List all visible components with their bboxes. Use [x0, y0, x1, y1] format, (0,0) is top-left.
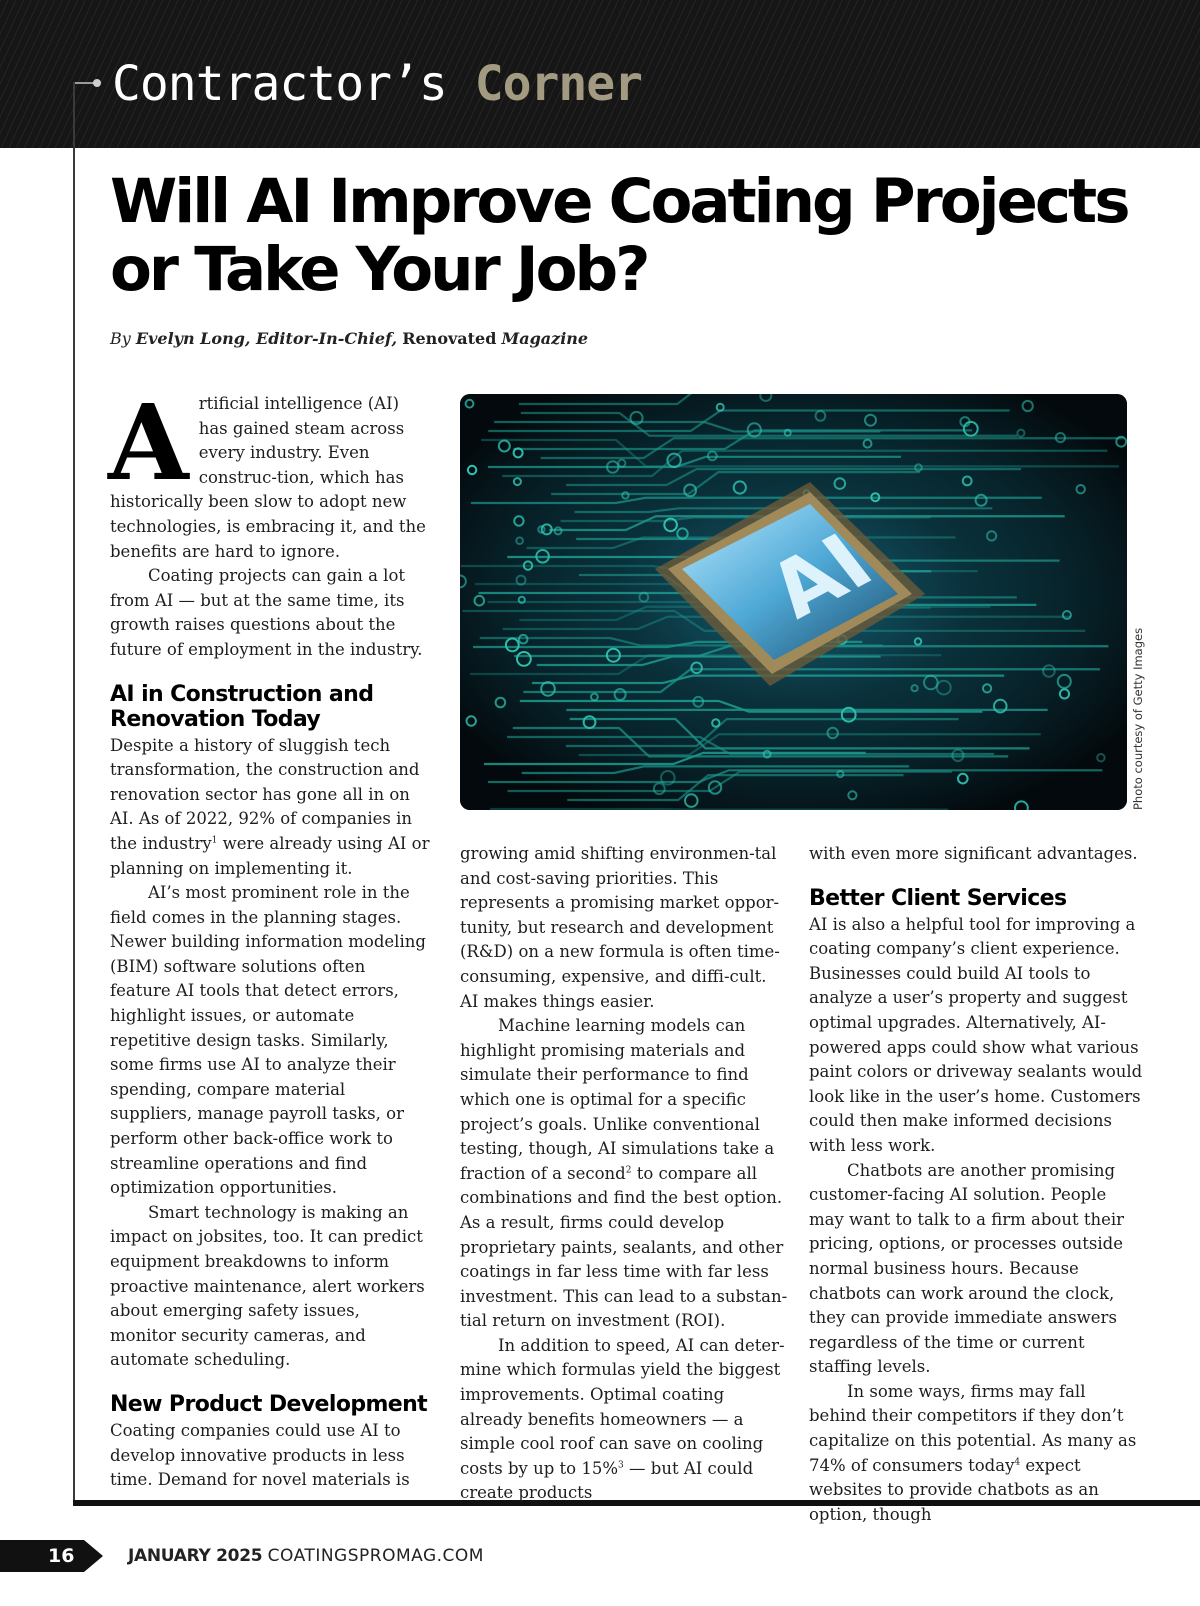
circuit-trace: [490, 809, 948, 810]
left-vertical-rule: [73, 82, 75, 1506]
column-1: [108, 381, 430, 1493]
footnote-ref-3: 3: [618, 1460, 624, 1471]
section-label-bold: Corner: [474, 56, 643, 112]
section-label-light: Contractor’s: [112, 56, 447, 112]
photo-credit: Photo courtesy of Getty Images: [1131, 627, 1145, 810]
section2-p2-text-b: to compare all combinations and find the best option. As a result, firms could develop proprietary paints, sealants, and other coatings in far less time with far less investment. This can lead to a substan-tial return on investment (ROI).: [460, 1163, 788, 1331]
byline-author: Evelyn Long, Editor-In-Chief,: [135, 329, 398, 348]
page-number: 16: [48, 1545, 75, 1567]
footer-issue: JANUARY 2025: [128, 1546, 263, 1566]
section3-paragraph-2: Chatbots are another promising customer-facing AI solution. People may want to talk to a firm about their pricing, options, or processes outside normal business hours. Because chatbots can work around the clock, they can provide immediate answers regardless of the time or current staffing levels.: [809, 1160, 1125, 1377]
section1-paragraph-1: [110, 734, 430, 882]
section3-paragraph-1: AI is also a helpful tool for improving a coating company’s client experience. Businesses could build AI tools to analyze a user’s property and suggest optimal upgrades. Alternatively, AI-powered apps could show what various paint colors or driveway sealants would look like in the user’s home. Customers could then make informed decisions with less work.: [809, 914, 1143, 1155]
intro-paragraph-1: [108, 381, 430, 564]
byline-publication: Renovated: [402, 329, 497, 348]
byline: [110, 328, 588, 350]
section3-paragraph-3: [809, 1380, 1144, 1528]
chip-label: AI: [751, 517, 891, 636]
footer-site: COATINGSPROMAG.COM: [267, 1546, 484, 1566]
column-2: [460, 842, 790, 1506]
section2-paragraph-2: [460, 1014, 790, 1334]
article-title: Will AI Improve Coating Projects or Take Your Job?: [110, 166, 1128, 305]
section-label: [112, 52, 642, 116]
footer-folio: [128, 1545, 484, 1567]
section2-p3-text-b: — but AI could create products: [460, 1458, 754, 1503]
section2-paragraph-1-cont: growing amid shifting environmen-tal and cost-saving priorities. This represents a promising market oppor-tunity, but research and development (R&D) on a new formula is often time-consuming, expensive, and diffi-cult. AI makes things easier.: [460, 844, 780, 1011]
section2-p2-text-a: Machine learning models can highlight promising materials and simulate their performance to find which one is optimal for a specific project’s goals. Unlike conventional testing, though, AI simulations take a fraction of a second: [460, 1016, 775, 1183]
header-rule-dot: [93, 79, 101, 87]
section2-paragraph-3-end: with even more significant advantages.: [809, 844, 1138, 863]
circuit-board-illustration: [460, 394, 1127, 810]
section1-paragraph-3: Smart technology is making an impact on jobsites, too. It can predict equipment breakdowns to inform proactive maintenance, alert workers about emerging safety issues, monitor security cameras, and automate scheduling.: [110, 1202, 425, 1370]
drop-cap: A: [108, 381, 189, 504]
section3-p3-text-b: expect websites to provide chatbots as an option, though: [809, 1455, 1099, 1524]
section2-paragraph-3: [460, 1334, 790, 1506]
section1-p1-text-a: Despite a history of sluggish tech transformation, the construction and renovation sector has gone all in on AI. As of 2022, 92% of companies in the industry: [110, 735, 420, 853]
byline-magazine: Magazine: [501, 329, 589, 348]
ai-chip-photo: [460, 394, 1127, 810]
subhead-new-product: New Product Development: [110, 1391, 428, 1417]
section1-p1-text-b: were already using AI or planning on implementing it.: [110, 833, 430, 878]
intro-paragraph-1-text: rtificial intelligence (AI) has gained steam across every industry. Even construc-tion, which has historically been slow to adopt new technologies, is embracing it, and the benefits are hard to ignore.: [110, 394, 426, 561]
section2-paragraph-1-start: Coating companies could use AI to develop innovative products in less time. Demand for novel materials is: [110, 1420, 410, 1490]
subhead-ai-construction: AI in Construction and Renovation Today: [110, 681, 374, 732]
intro-paragraph-2: Coating projects can gain a lot from AI — but at the same time, its growth raises questions about the future of employment in the industry.: [110, 566, 423, 659]
footnote-ref-1: 1: [211, 835, 218, 846]
section3-p3-text-a: In some ways, firms may fall behind their competitors if they don’t capitalize on this potential. As many as 74% of consumers today: [809, 1381, 1137, 1475]
section2-p3-text-a: In addition to speed, AI can deter-mine which formulas yield the biggest improvements. Optimal coating already benefits homeowners — a simple cool roof can save on cooling costs by up to 15%: [460, 1335, 785, 1478]
footnote-ref-2: 2: [625, 1165, 632, 1176]
subhead-client-services: Better Client Services: [809, 885, 1067, 911]
column-3: [809, 842, 1144, 1527]
section1-paragraph-2: AI’s most prominent role in the field comes in the planning stages. Newer building information modeling (BIM) software solutions often feature AI tools that detect errors, highlight issues, or automate repetitive design tasks. Similarly, some firms use AI to analyze their spending, compare material suppliers, manage payroll tasks, or perform other back-office work to streamline operations and find optimization opportunities.: [110, 883, 426, 1198]
footnote-ref-4: 4: [1014, 1457, 1021, 1468]
byline-by: By: [110, 329, 131, 348]
